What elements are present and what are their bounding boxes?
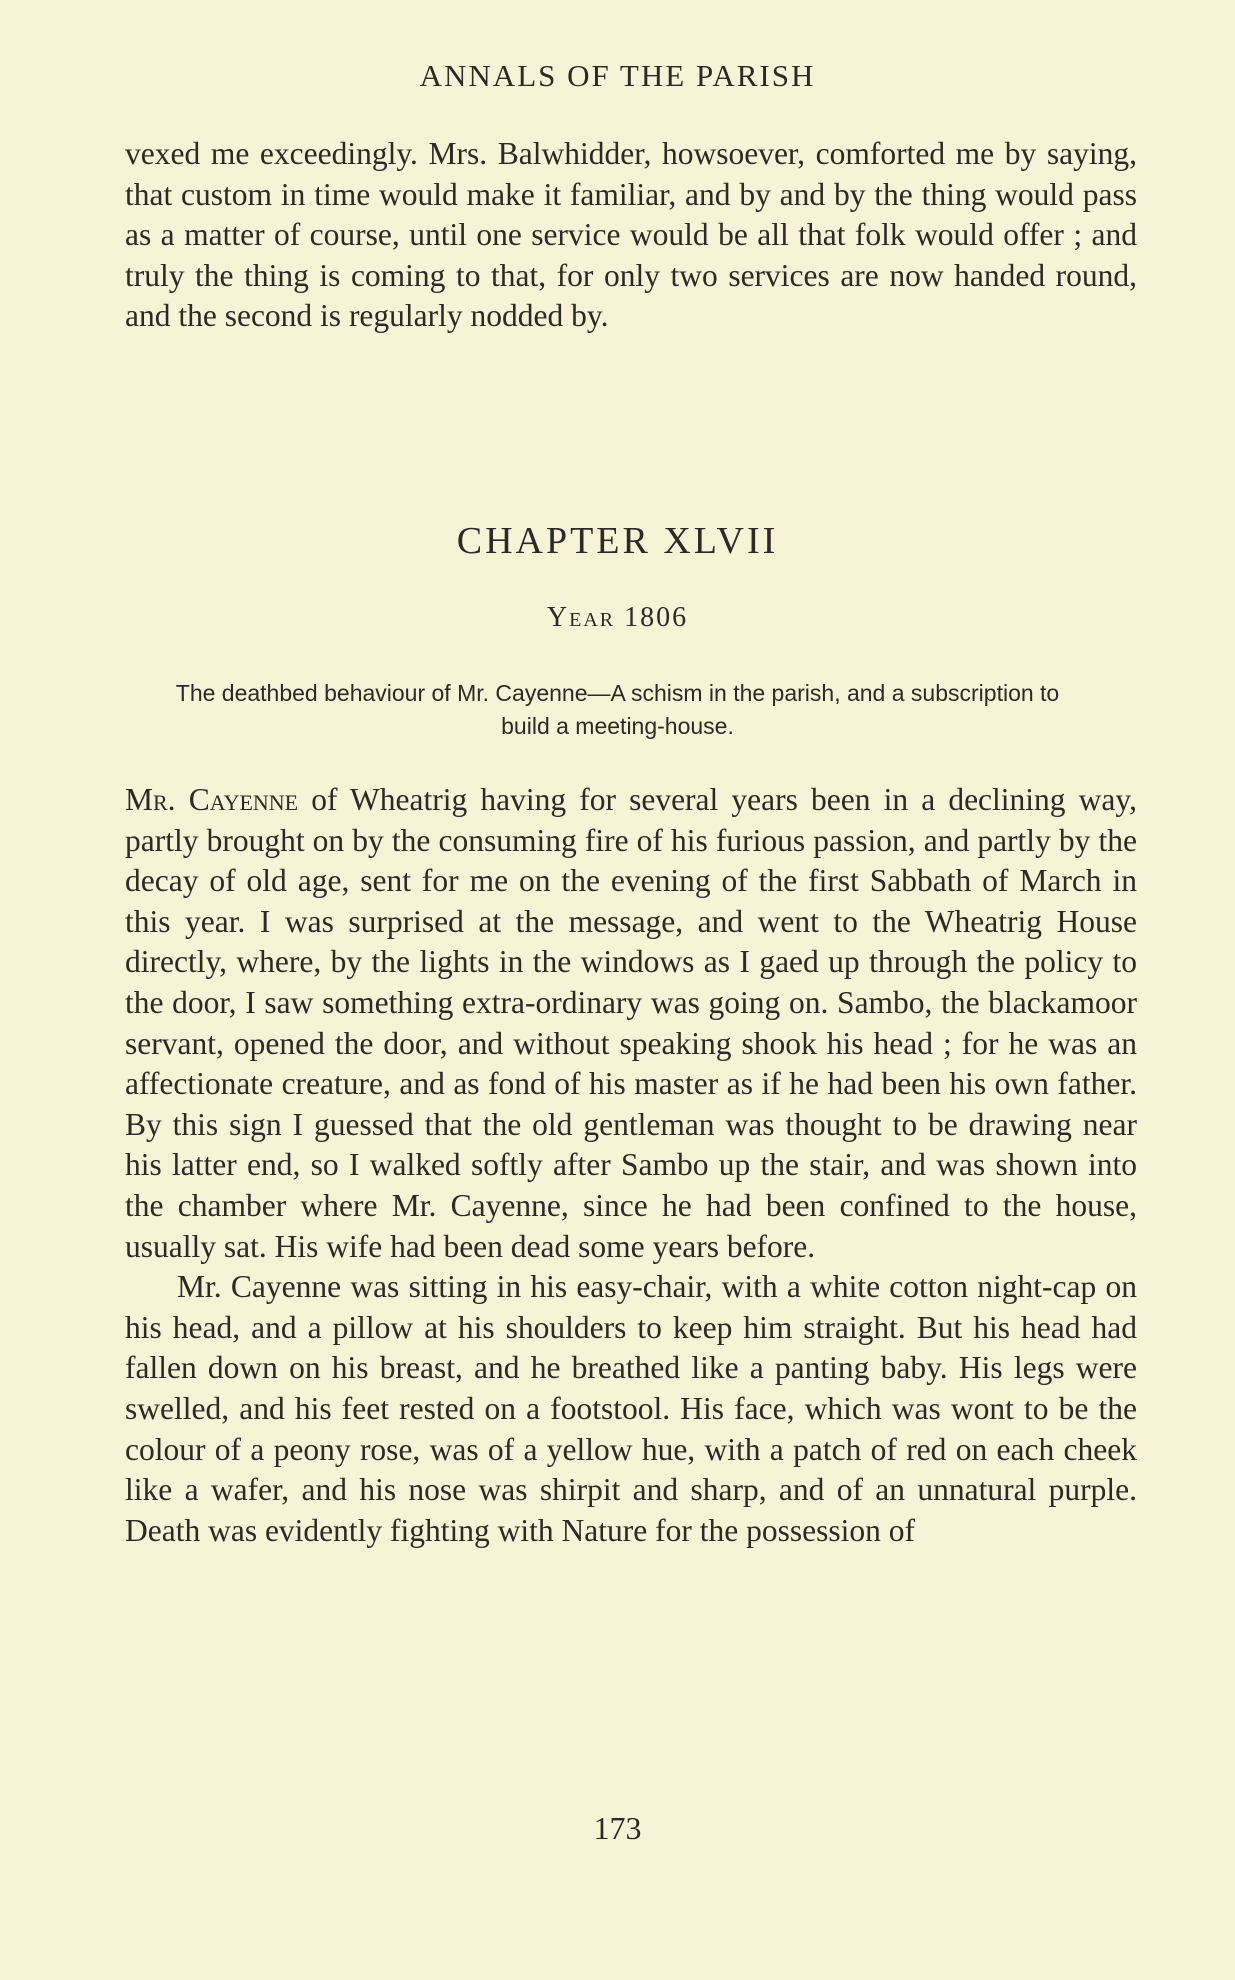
- running-head: ANNALS OF THE PARISH: [419, 58, 816, 93]
- chapter-title: CHAPTER XLVII: [456, 520, 779, 562]
- chapter-body: [125, 780, 1137, 1551]
- paragraph-text: vexed me exceedingly. Mrs. Balwhidder, howsoever, comforted me by saying, that custom in time would make it familiar, and by and by the thing would pass as a matter of course, until one service would be all that folk would offer ; and truly the thing is coming to that, for only two services are now handed round, and the second is regularly nodded by.: [125, 136, 1137, 334]
- page-number: 173: [593, 1810, 642, 1846]
- paragraph: [125, 780, 1137, 1267]
- chapter-synopsis: The deathbed behaviour of Mr. Cayenne—A schism in the parish, and a subscription to build a meeting-house.: [175, 680, 1060, 739]
- paragraph: Mr. Cayenne was sitting in his easy-chair, with a white cotton night-cap on his head, and a pillow at his shoulders to keep him straight. But his head had fallen down on his breast, and he breathed like a panting baby. His legs were swelled, and his feet rested on a footstool. His face, which was wont to be the colour of a peony rose, was of a yellow hue, with a patch of red on each cheek like a wafer, and his nose was shirpit and sharp, and of an unnatural purple. Death was evidently fighting with Nature for the possession of: [125, 1269, 1137, 1548]
- paragraph-lead: Mr. Cayenne: [125, 782, 299, 817]
- paragraph-text: of Wheatrig having for several years been in a declining way, partly brought on by the consuming fire of his furious passion, and partly by the decay of old age, sent for me on the evening of the first Sabbath of March in this year. I was surprised at the message, and went to the Wheatrig House directly, where, by the lights in the windows as I gaed up through the policy to the door, I saw something extra-ordinary was going on. Sambo, the blackamoor servant, opened the door, and without speaking shook his head ; for he was an affectionate creature, and as fond of his master as if he had been his own father. By this sign I guessed that the old gentleman was thought to be drawing near his latter end, so I walked softly after Sambo up the stair, and was shown into the chamber where Mr. Cayenne, since he had been confined to the house, usually sat. His wife had been dead some years before.: [125, 782, 1137, 1264]
- continued-paragraph: [125, 134, 1137, 337]
- chapter-year: Year 1806: [546, 602, 689, 633]
